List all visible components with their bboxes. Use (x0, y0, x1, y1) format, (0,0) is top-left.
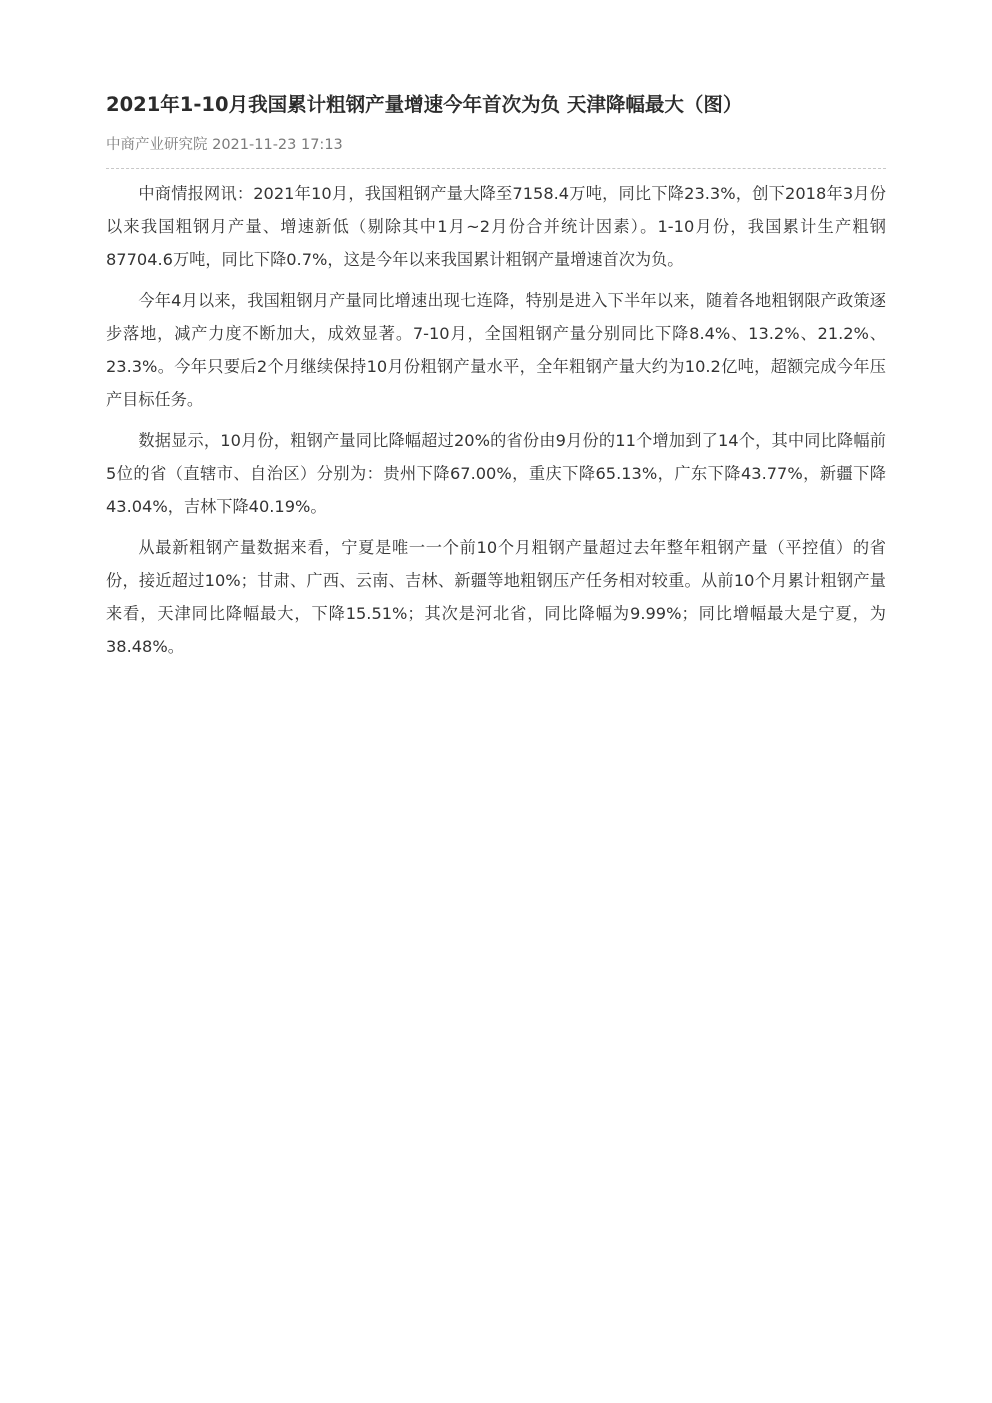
article (106, 88, 886, 671)
paragraph: 数据显示，10月份，粗钢产量同比降幅超过20%的省份由9月份的11个增加到了14个，其中同比降幅前5位的省（直辖市、自治区）分别为：贵州下降67.00%，重庆下降65.13%，广东下降43.77%，新疆下降43.04%，吉林下降40.19%。 (106, 431, 886, 516)
paragraph: 从最新粗钢产量数据来看，宁夏是唯一一个前10个月粗钢产量超过去年整年粗钢产量（平控值）的省份，接近超过10%；甘肃、广西、云南、吉林、新疆等地粗钢压产任务相对较重。从前10个月累计粗钢产量来看，天津同比降幅最大，下降15.51%；其次是河北省，同比降幅为9.99%；同比增幅最大是宁夏，为38.48%。 (106, 538, 886, 656)
paragraph: 中商情报网讯：2021年10月，我国粗钢产量大降至7158.4万吨，同比下降23.3%，创下2018年3月份以来我国粗钢月产量、增速新低（剔除其中1月~2月份合并统计因素）。1-10月份，我国累计生产粗钢87704.6万吨，同比下降0.7%，这是今年以来我国累计粗钢产量增速首次为负。 (106, 184, 886, 269)
article-meta (106, 135, 886, 155)
article-body (106, 177, 886, 663)
article-source: 中商产业研究院 (106, 137, 208, 153)
article-datetime: 2021-11-23 17:13 (212, 137, 343, 153)
article-title: 2021年1-10月我国累计粗钢产量增速今年首次为负 天津降幅最大（图） (106, 93, 743, 116)
paragraph: 今年4月以来，我国粗钢月产量同比增速出现七连降，特别是进入下半年以来，随着各地粗钢限产政策逐步落地，减产力度不断加大，成效显著。7-10月，全国粗钢产量分别同比下降8.4%、13.2%、21.2%、23.3%。今年只要后2个月继续保持10月份粗钢产量水平，全年粗钢产量大约为10.2亿吨，超额完成今年压产目标任务。 (106, 291, 886, 409)
divider (106, 168, 886, 169)
